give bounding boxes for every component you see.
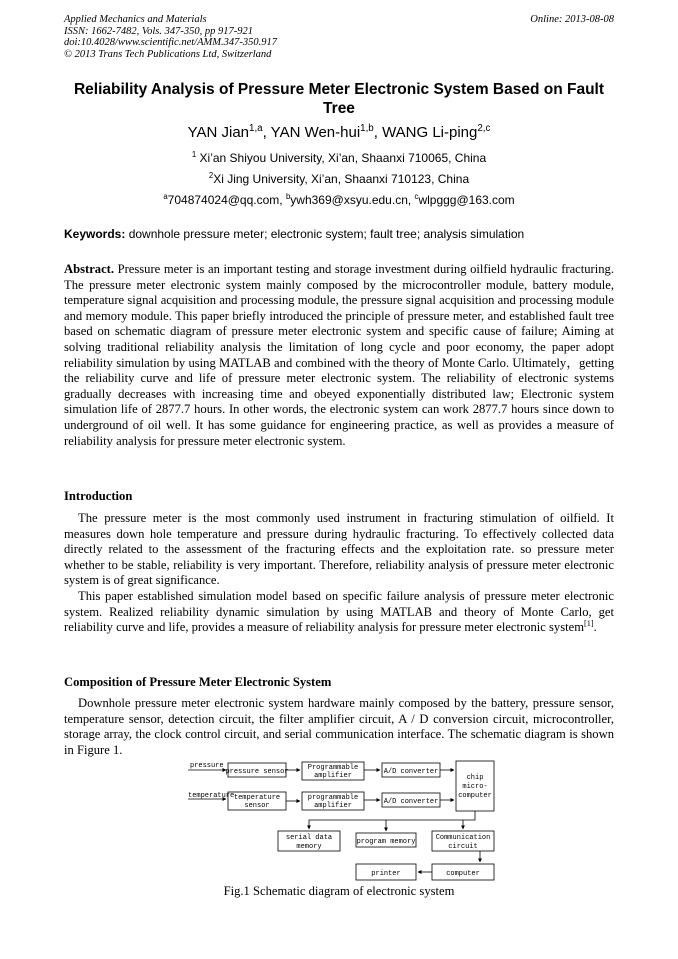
issn-line: ISSN: 1662-7482, Vols. 347-350, pp 917-921 [64,25,253,37]
email-line [0,193,678,207]
pressure-input-label: pressure [190,762,224,770]
author-sup: 2,c [477,123,491,134]
keywords-label: Keywords: [64,227,126,241]
schematic-diagram [180,758,500,886]
paper-title: Reliability Analysis of Pressure Meter Electronic System Based on Fault Tree [73,81,605,117]
affiliation-sup: 2 [208,171,214,180]
temperature-sensor-label-1: temperature [233,794,281,802]
keywords-text: downhole pressure meter; electronic system; fault tree; analysis simulation [125,227,525,241]
affiliation-text: Xi Jing University, Xi’an, Shaanxi 710123, China [213,172,470,186]
email-sup: a [163,192,168,201]
keywords [64,227,524,241]
email-text: 704874024@qq.com, [167,193,286,207]
serial-memory-label-2: memory [296,843,322,851]
program-memory-label: program memory [356,838,416,846]
author-sup: 1,a [249,123,263,134]
abstract-text: Pressure meter is an important testing and storage investment during oilfield hydraulic fracturing. The pressure meter electronic system mainly composed by the microcontroller module, battery module, temperature signal acquisition and processing module, the pressure signal acquisition and processing module and memory module. This paper briefly introduced the principle of pressure meter, and established fault tree based on schematic diagram of pressure meter electronic system and specific cause of failure; Aiming at solving traditional reliability analysis the limitation of long cycle and poor economy, the paper adopt reliability simulation by using MATLAB and combined with the theory of Monte Carlo. Ultimately，getting the reliability curve and life of pressure meter electronic system. The reliability of electronic systems gradually decreases with increasing time and obeyed exponentially distributed law; Electronic system simulation life of 2877.7 hours. In other words, the electronic system can work 2877.7 hours since down to underground of oil well. It has some guidance for engineering practice, as well as provides a measure of reliability analysis for pressure meter electronic system. [64,262,614,448]
ad-converter-2-label: A/D converter [383,798,439,806]
serial-memory-label-1: serial data [285,834,333,842]
programmable-amplifier-2-label-2: amplifier [314,802,352,810]
abstract [64,262,614,449]
printer-label: printer [371,870,401,878]
affiliation-sup: 1 [191,150,197,159]
computer-label: computer [446,870,480,878]
author-name: YAN Wen-hui [270,124,361,141]
email-text: wlpggg@163.com [418,193,515,207]
copyright-line: © 2013 Trans Tech Publications Ltd, Switzerland [64,48,272,60]
introduction-heading: Introduction [64,489,133,503]
email-text: ywh369@xsyu.edu.cn, [290,193,415,207]
introduction-paragraph-1: The pressure meter is the most commonly used instrument in fracturing stimulation of oilfield. It measures down hole temperature and pressure during hydraulic fracturing. To effectively collected data directly related to the assessment of the fracturing effects and the exploitation rate. so pressure meter whether to be stable, reliability is very important. Therefore, reliability analysis of pressure meter electronic system is of great significance. [64,511,614,588]
chip-label-2: micro- [462,783,488,791]
online-date: Online: 2013-08-08 [530,14,614,25]
communication-circuit-label-1: Communication [435,834,491,842]
communication-circuit-label-2: circuit [448,843,478,851]
temperature-input-label: temperature [188,792,235,800]
journal-name: Applied Mechanics and Materials [64,14,207,25]
email-sup: b [285,192,291,201]
doi-line: doi:10.4028/www.scientific.net/AMM.347-350.917 [64,37,277,48]
temperature-sensor-label-2: sensor [244,802,270,810]
affiliation-1 [0,151,678,165]
programmable-amplifier-1-label-2: amplifier [314,772,352,780]
author-name: WANG Li-ping [382,124,478,141]
pressure-sensor-label: pressure sensor [225,768,289,776]
author-sup: 1,b [360,123,374,134]
composition-paragraph: Downhole pressure meter electronic system hardware mainly composed by the battery, pressure sensor, temperature sensor, detection circuit, the filter amplifier circuit, A / D conversion circuit, microcontroller, storage array, the clock control circuit, and serial communication interface. The schematic diagram is shown in Figure 1. [64,696,614,757]
ad-converter-1-label: A/D converter [383,768,439,776]
email-sup: c [414,192,419,201]
introduction-paragraph-2: This paper established simulation model based on specific failure analysis of pressure meter electronic system. Realized reliability dynamic simulation by using MATLAB and theory of Monte Carlo, get reliability curve and life, provides a measure of reliability analysis for pressure meter electronic system[1]. [64,589,614,635]
introduction-paragraph-2-text: This paper established simulation model based on specific failure analysis of pressure meter electronic system. Realized reliability dynamic simulation by using MATLAB and theory of Monte Carlo, get reliability curve and life, provides a measure of reliability analysis for pressure meter electronic system [64,589,614,635]
journal-header [64,14,277,60]
affiliation-2 [0,172,678,186]
affiliation-text: Xi’an Shiyou University, Xi’an, Shaanxi 710065, China [196,151,487,165]
abstract-label: Abstract. [64,262,115,276]
chip-label-3: computer [458,792,492,800]
author-list: YAN Jian$^{1,a}$, YAN Wen-hui$^{1,b}$, WANG Li-ping$^{2,c}$ [187,123,491,141]
programmable-amplifier-1-label-1: Programmable [307,764,359,772]
author-name: YAN Jian [187,124,250,141]
citation-ref[interactable]: [1] [584,619,594,628]
figure-caption: Fig.1 Schematic diagram of electronic system [223,884,455,898]
programmable-amplifier-2-label-1: programmable [307,794,359,802]
chip-label-1: chip [466,774,484,782]
composition-heading: Composition of Pressure Meter Electronic System [64,675,332,689]
